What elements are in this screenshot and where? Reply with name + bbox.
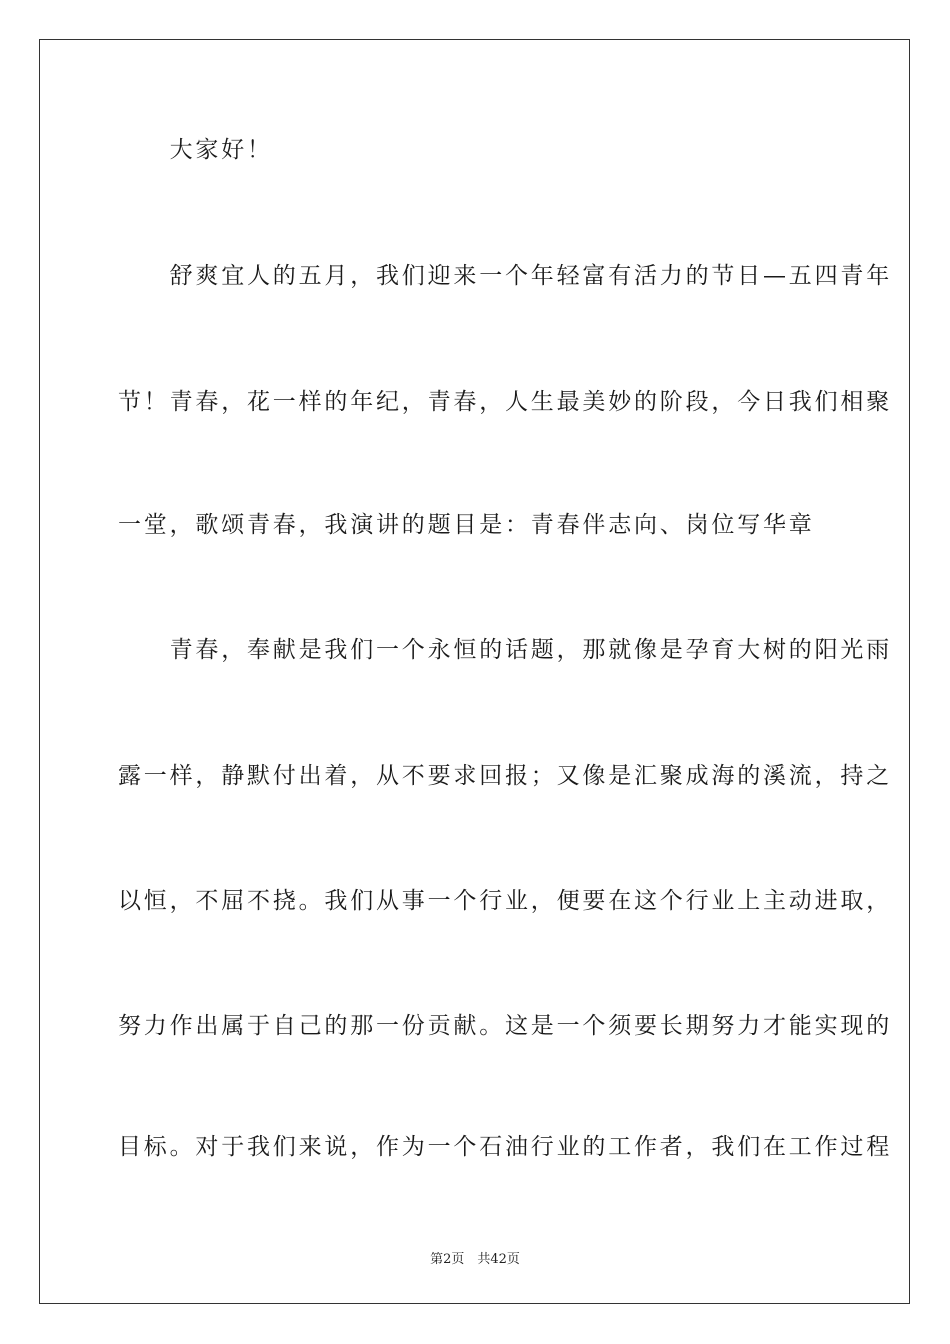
page-border xyxy=(39,39,910,1304)
paragraph-line: 节！青春，花一样的年纪，青春，人生最美妙的阶段，今日我们相聚 xyxy=(118,389,892,415)
paragraph-line: 以恒，不屈不挠。我们从事一个行业，便要在这个行业上主动进取， xyxy=(118,888,892,914)
paragraph-line: 一堂，歌颂青春，我演讲的题目是：青春伴志向、岗位写华章 xyxy=(118,512,815,538)
page-number-footer: 第2页 共42页 xyxy=(430,1252,520,1267)
paragraph-line: 舒爽宜人的五月，我们迎来一个年轻富有活力的节日—五四青年 xyxy=(118,263,892,289)
paragraph-line: 目标。对于我们来说，作为一个石油行业的工作者，我们在工作过程 xyxy=(118,1134,892,1160)
paragraph-line: 青春，奉献是我们一个永恒的话题，那就像是孕育大树的阳光雨 xyxy=(118,637,892,663)
paragraph-line: 努力作出属于自己的那一份贡献。这是一个须要长期努力才能实现的 xyxy=(118,1013,892,1039)
paragraph-line: 露一样，静默付出着，从不要求回报；又像是汇聚成海的溪流，持之 xyxy=(118,763,892,789)
paragraph-line-greeting: 大家好！ xyxy=(118,137,273,163)
